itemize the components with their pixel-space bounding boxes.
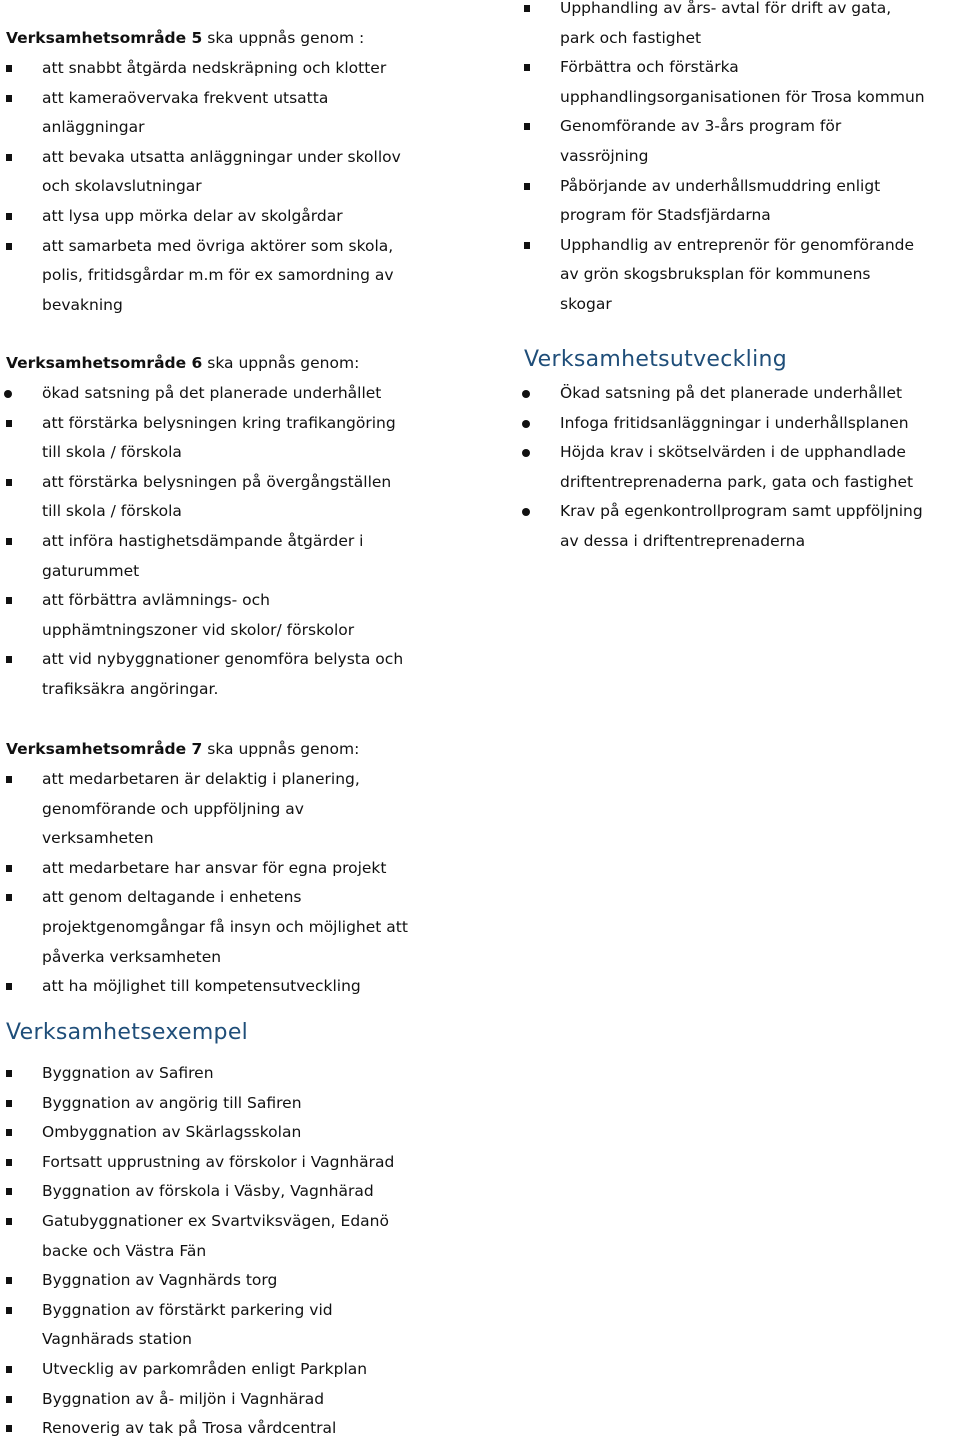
area-7-intro — [6, 735, 359, 765]
square-bullet-icon — [6, 65, 12, 72]
area-5-title: Verksamhetsområde 5 — [6, 29, 203, 47]
list-item — [0, 1266, 394, 1296]
list-item-text: att vid nybyggnationer genomföra belysta och trafiksäkra angöringar. — [42, 650, 404, 698]
round-bullet-icon — [522, 390, 530, 398]
list-item-text: att ha möjlighet till kompetensutveckling — [42, 977, 361, 996]
list-item — [0, 1207, 394, 1266]
list-item — [0, 1385, 394, 1415]
square-bullet-icon — [6, 865, 12, 872]
square-bullet-icon — [6, 479, 12, 486]
list-item — [518, 379, 923, 409]
area-6-suffix: ska uppnås genom: — [202, 354, 360, 372]
list-item — [518, 53, 925, 112]
list-item — [0, 854, 408, 884]
list-item — [0, 1089, 394, 1119]
list-item — [0, 1118, 394, 1148]
list-item-text: Genomförande av 3-års program för vassröjning — [560, 117, 842, 165]
list-item — [0, 527, 403, 586]
list-item-text: Ombyggnation av Skärlagsskolan — [42, 1123, 302, 1142]
list-item — [518, 0, 925, 53]
list-item-text: att kameraövervaka frekvent utsatta anläggningar — [42, 88, 329, 137]
list-item-text: att medarbetaren är delaktig i planering, genomförande och uppföljning av verksamheten — [42, 770, 360, 848]
examples-list — [0, 1059, 394, 1444]
list-item-text: Påbörjande av underhållsmuddring enligt program för Stadsfjärdarna — [560, 176, 881, 225]
list-item-text: Byggnation av å- miljön i Vagnhärad — [42, 1389, 325, 1408]
list-item-text: ökad satsning på det planerade underhållet — [42, 384, 382, 402]
list-item — [0, 765, 408, 854]
list-item — [0, 468, 403, 527]
list-item-text: Byggnation av Safiren — [42, 1064, 214, 1082]
list-item — [0, 883, 408, 972]
list-item — [0, 1177, 394, 1207]
list-item — [0, 1414, 394, 1444]
list-item — [0, 143, 401, 202]
list-item-text: Infoga fritidsanläggningar i underhållsplanen — [560, 413, 909, 432]
list-item — [518, 231, 925, 320]
square-bullet-icon — [6, 154, 12, 161]
square-bullet-icon — [6, 1277, 12, 1284]
list-item-text: att lysa upp mörka delar av skolgårdar — [42, 206, 343, 225]
area-5-list — [0, 54, 401, 320]
square-bullet-icon — [6, 1307, 12, 1314]
square-bullet-icon — [6, 1070, 12, 1077]
square-bullet-icon — [6, 1129, 12, 1136]
square-bullet-icon — [524, 183, 530, 190]
list-item — [0, 645, 403, 704]
list-item-text: att förstärka belysningen på övergångställen till skola / förskola — [42, 472, 392, 521]
square-bullet-icon — [6, 213, 12, 220]
list-item-text: Byggnation av angörig till Safiren — [42, 1093, 302, 1112]
list-item-text: Upphandling av års- avtal för drift av gata, park och fastighet — [560, 0, 892, 47]
square-bullet-icon — [6, 1188, 12, 1195]
square-bullet-icon — [6, 776, 12, 783]
square-bullet-icon — [524, 123, 530, 130]
development-list — [518, 379, 923, 557]
list-item-text: att förstärka belysningen kring trafikangöring till skola / förskola — [42, 413, 396, 462]
round-bullet-icon — [4, 390, 12, 398]
list-item-text: att införa hastighetsdämpande åtgärder i gaturummet — [42, 531, 364, 580]
square-bullet-icon — [524, 242, 530, 249]
list-item — [0, 1355, 394, 1385]
list-item — [0, 54, 401, 84]
round-bullet-icon — [522, 420, 530, 428]
list-item-text: att genom deltagande i enhetens projektgenomgångar få insyn och möjlighet att påverka verksamheten — [42, 888, 408, 966]
list-item — [518, 112, 925, 171]
list-item — [0, 84, 401, 143]
square-bullet-icon — [6, 894, 12, 901]
list-item-text: Renoverig av tak på Trosa vårdcentral — [42, 1419, 337, 1438]
area-5-suffix: ska uppnås genom : — [202, 29, 365, 47]
list-item-text: att medarbetare har ansvar för egna projekt — [42, 858, 387, 877]
square-bullet-icon — [524, 5, 530, 12]
area-6-intro — [6, 349, 359, 379]
square-bullet-icon — [6, 1159, 12, 1166]
list-item-text: Utvecklig av parkområden enligt Parkplan — [42, 1359, 368, 1378]
list-item — [518, 172, 925, 231]
list-item — [0, 379, 403, 409]
area-6-title: Verksamhetsområde 6 — [6, 354, 203, 372]
square-bullet-icon — [6, 1366, 12, 1373]
square-bullet-icon — [6, 243, 12, 250]
square-bullet-icon — [6, 1425, 12, 1432]
list-item — [0, 1148, 394, 1178]
list-item — [518, 438, 923, 497]
square-bullet-icon — [6, 420, 12, 427]
list-item — [0, 202, 401, 232]
square-bullet-icon — [6, 538, 12, 545]
list-item — [518, 409, 923, 439]
square-bullet-icon — [6, 656, 12, 663]
round-bullet-icon — [522, 449, 530, 457]
list-item-text: Upphandlig av entreprenör för genomförande av grön skogsbruksplan för kommunens skogar — [560, 235, 915, 313]
list-item-text: Höjda krav i skötselvärden i de upphandlade driftentreprenaderna park, gata och fastighet — [560, 443, 914, 491]
list-item-text: Byggnation av förstärkt parkering vid Vagnhärads station — [42, 1300, 333, 1349]
list-item — [0, 586, 403, 645]
list-item-text: Byggnation av förskola i Väsby, Vagnhärad — [42, 1182, 374, 1201]
list-item — [518, 497, 923, 556]
area-7-suffix: ska uppnås genom: — [202, 740, 360, 758]
right-top-list — [518, 0, 925, 320]
area-7-title: Verksamhetsområde 7 — [6, 740, 203, 758]
list-item-text: Gatubyggnationer ex Svartviksvägen, Edanö backe och Västra Fän — [42, 1211, 389, 1260]
list-item — [0, 232, 401, 321]
list-item — [0, 972, 408, 1002]
square-bullet-icon — [524, 64, 530, 71]
list-item-text: Förbättra och förstärka upphandlingsorganisationen för Trosa kommun — [560, 58, 925, 106]
development-heading: Verksamhetsutveckling — [524, 347, 787, 372]
list-item-text: att bevaka utsatta anläggningar under skollov och skolavslutningar — [42, 147, 401, 196]
examples-heading: Verksamhetsexempel — [6, 1020, 249, 1045]
square-bullet-icon — [6, 597, 12, 604]
list-item-text: att samarbeta med övriga aktörer som skola, polis, fritidsgårdar m.m för ex samordning av bevakning — [42, 236, 394, 314]
square-bullet-icon — [6, 1100, 12, 1107]
area-7-list — [0, 765, 408, 1002]
area-6-list — [0, 379, 403, 705]
area-5-intro — [6, 24, 364, 54]
square-bullet-icon — [6, 1218, 12, 1225]
list-item-text: Byggnation av Vagnhärds torg — [42, 1271, 278, 1290]
list-item-text: att snabbt åtgärda nedskräpning och klotter — [42, 59, 387, 77]
square-bullet-icon — [6, 95, 12, 102]
list-item — [0, 1059, 394, 1089]
list-item-text: Fortsatt upprustning av förskolor i Vagnhärad — [42, 1152, 395, 1171]
square-bullet-icon — [6, 983, 12, 990]
square-bullet-icon — [6, 1396, 12, 1403]
list-item-text: att förbättra avlämnings- och upphämtningszoner vid skolor/ förskolor — [42, 591, 355, 639]
list-item-text: Krav på egenkontrollprogram samt uppföljning av dessa i driftentreprenaderna — [560, 502, 923, 550]
list-item — [0, 1296, 394, 1355]
round-bullet-icon — [522, 508, 530, 516]
list-item-text: Ökad satsning på det planerade underhållet — [560, 384, 903, 402]
list-item — [0, 409, 403, 468]
